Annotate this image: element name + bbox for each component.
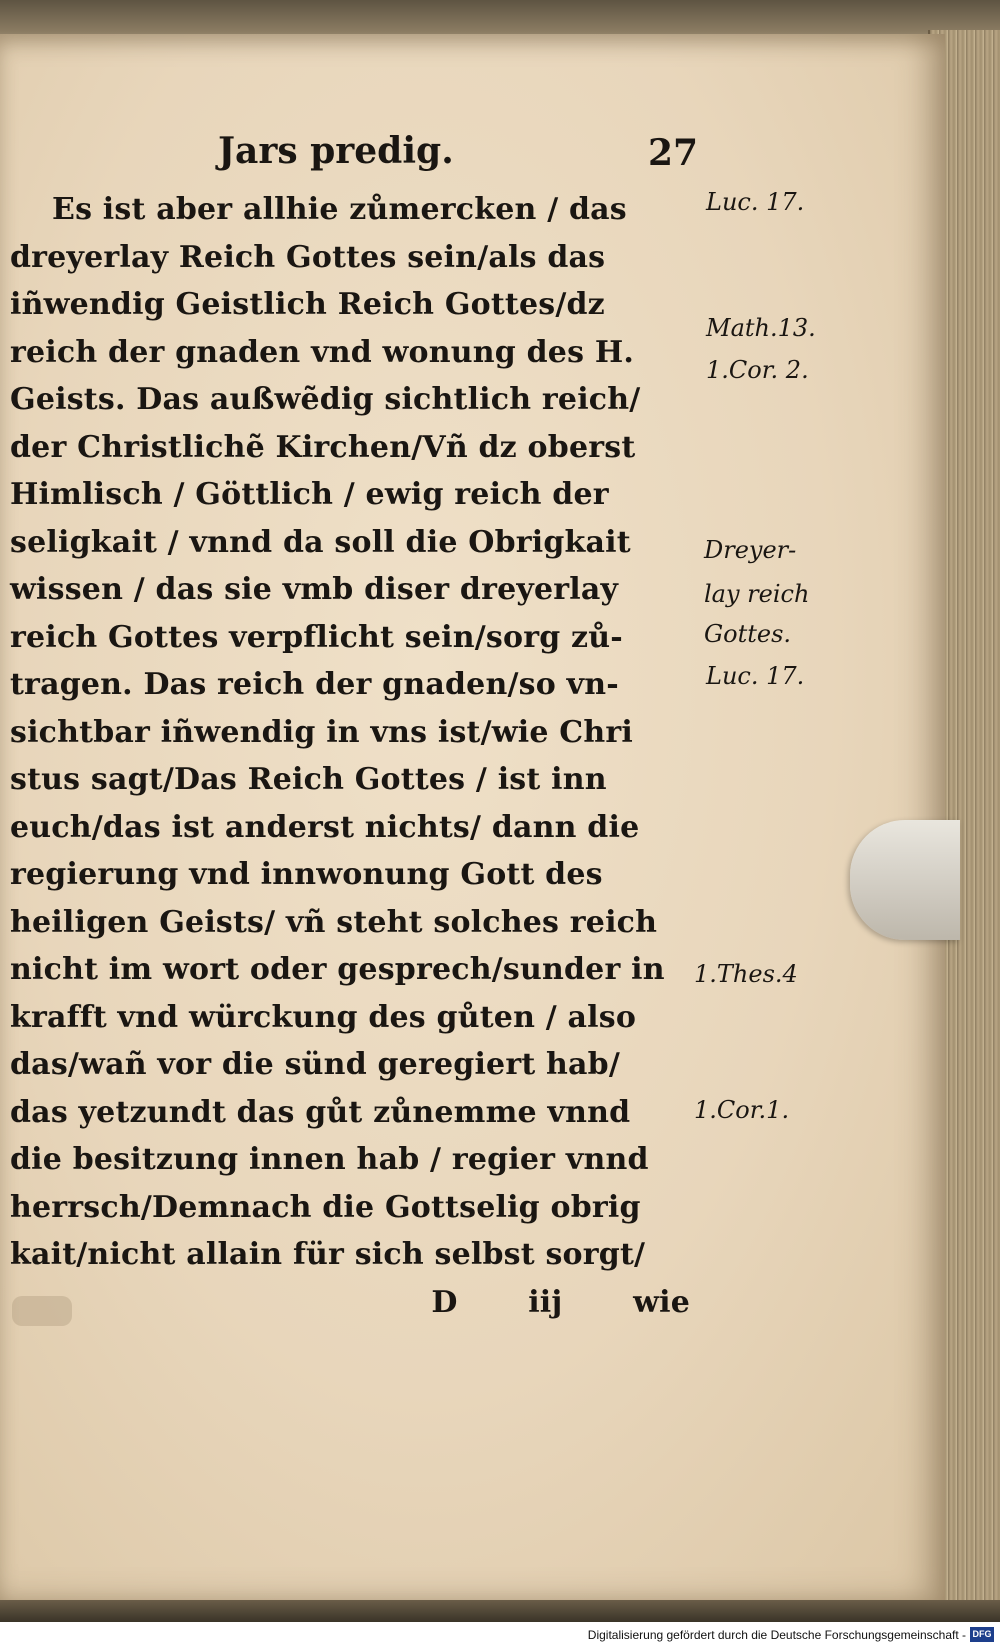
text-line: wissen / das sie vmb diser dreyerlay bbox=[10, 572, 619, 607]
text-line: krafft vnd würckung des gůten / also bbox=[10, 999, 637, 1035]
margin-note: Dreyer- bbox=[704, 536, 797, 564]
text-line: heiligen Geists/ vñ steht solches reich bbox=[10, 904, 658, 940]
text-line: sichtbar iñwendig in vns ist/wie Chri bbox=[10, 714, 633, 750]
text-line: euch/das ist anderst nichts/ dann die bbox=[10, 809, 640, 845]
paper-stain bbox=[12, 1296, 72, 1326]
running-head: Jars predig. bbox=[218, 130, 454, 172]
page-clip bbox=[850, 820, 960, 940]
text-line: reich Gottes verpflicht sein/sorg zů- bbox=[10, 619, 623, 655]
margin-note: Luc. 17. bbox=[706, 188, 805, 216]
text-line: tragen. Das reich der gnaden/so vn- bbox=[10, 667, 619, 702]
text-line: kait/nicht allain für sich selbst sorgt/ bbox=[10, 1237, 646, 1272]
main-text-block bbox=[10, 186, 700, 1326]
margin-note: Math.13. bbox=[706, 314, 816, 342]
text-line: herrsch/Demnach die Gottselig obrig bbox=[10, 1189, 641, 1225]
digitization-credit: Digitalisierung gefördert durch die Deutsche Forschungsgemeinschaft - bbox=[587, 1628, 966, 1642]
page-number: 27 bbox=[648, 132, 699, 174]
text-line: die besitzung innen hab / regier vnnd bbox=[10, 1142, 649, 1177]
margin-note: 1.Cor. 2. bbox=[706, 356, 809, 384]
text-line: das yetzundt das gůt zůnemme vnnd bbox=[10, 1094, 631, 1130]
text-line: das/wañ vor die sünd geregiert hab/ bbox=[10, 1047, 621, 1082]
scan-bottom-edge bbox=[0, 1600, 1000, 1622]
text-line: regierung vnd innwonung Gott des bbox=[10, 857, 603, 892]
margin-note: Luc. 17. bbox=[706, 662, 805, 690]
text-line: seligkait / vnnd da soll die Obrigkait bbox=[10, 524, 631, 560]
text-line: der Christlichẽ Kirchen/Vñ dz oberst bbox=[10, 429, 636, 465]
text-line: dreyerlay Reich Gottes sein/als das bbox=[10, 239, 606, 275]
text-line: Es ist aber allhie zůmercken / das bbox=[52, 192, 627, 227]
margin-note: 1.Cor.1. bbox=[694, 1096, 790, 1124]
margin-note: Gottes. bbox=[704, 620, 792, 648]
text-line: Geists. Das außwẽdig sichtlich reich/ bbox=[10, 382, 641, 417]
margin-note: 1.Thes.4 bbox=[694, 960, 798, 988]
text-line: reich der gnaden vnd wonung des H. bbox=[10, 334, 635, 370]
text-line: nicht im wort oder gesprech/sunder in bbox=[10, 952, 665, 987]
dfg-logo-icon: DFG bbox=[970, 1627, 994, 1642]
text-line: Himlisch / Göttlich / ewig reich der bbox=[10, 477, 609, 512]
text-line: stus sagt/Das Reich Gottes / ist inn bbox=[10, 762, 607, 797]
margin-note: lay reich bbox=[704, 580, 810, 608]
catchline: D iij wie bbox=[431, 1284, 690, 1320]
text-line: iñwendig Geistlich Reich Gottes/dz bbox=[10, 287, 605, 322]
